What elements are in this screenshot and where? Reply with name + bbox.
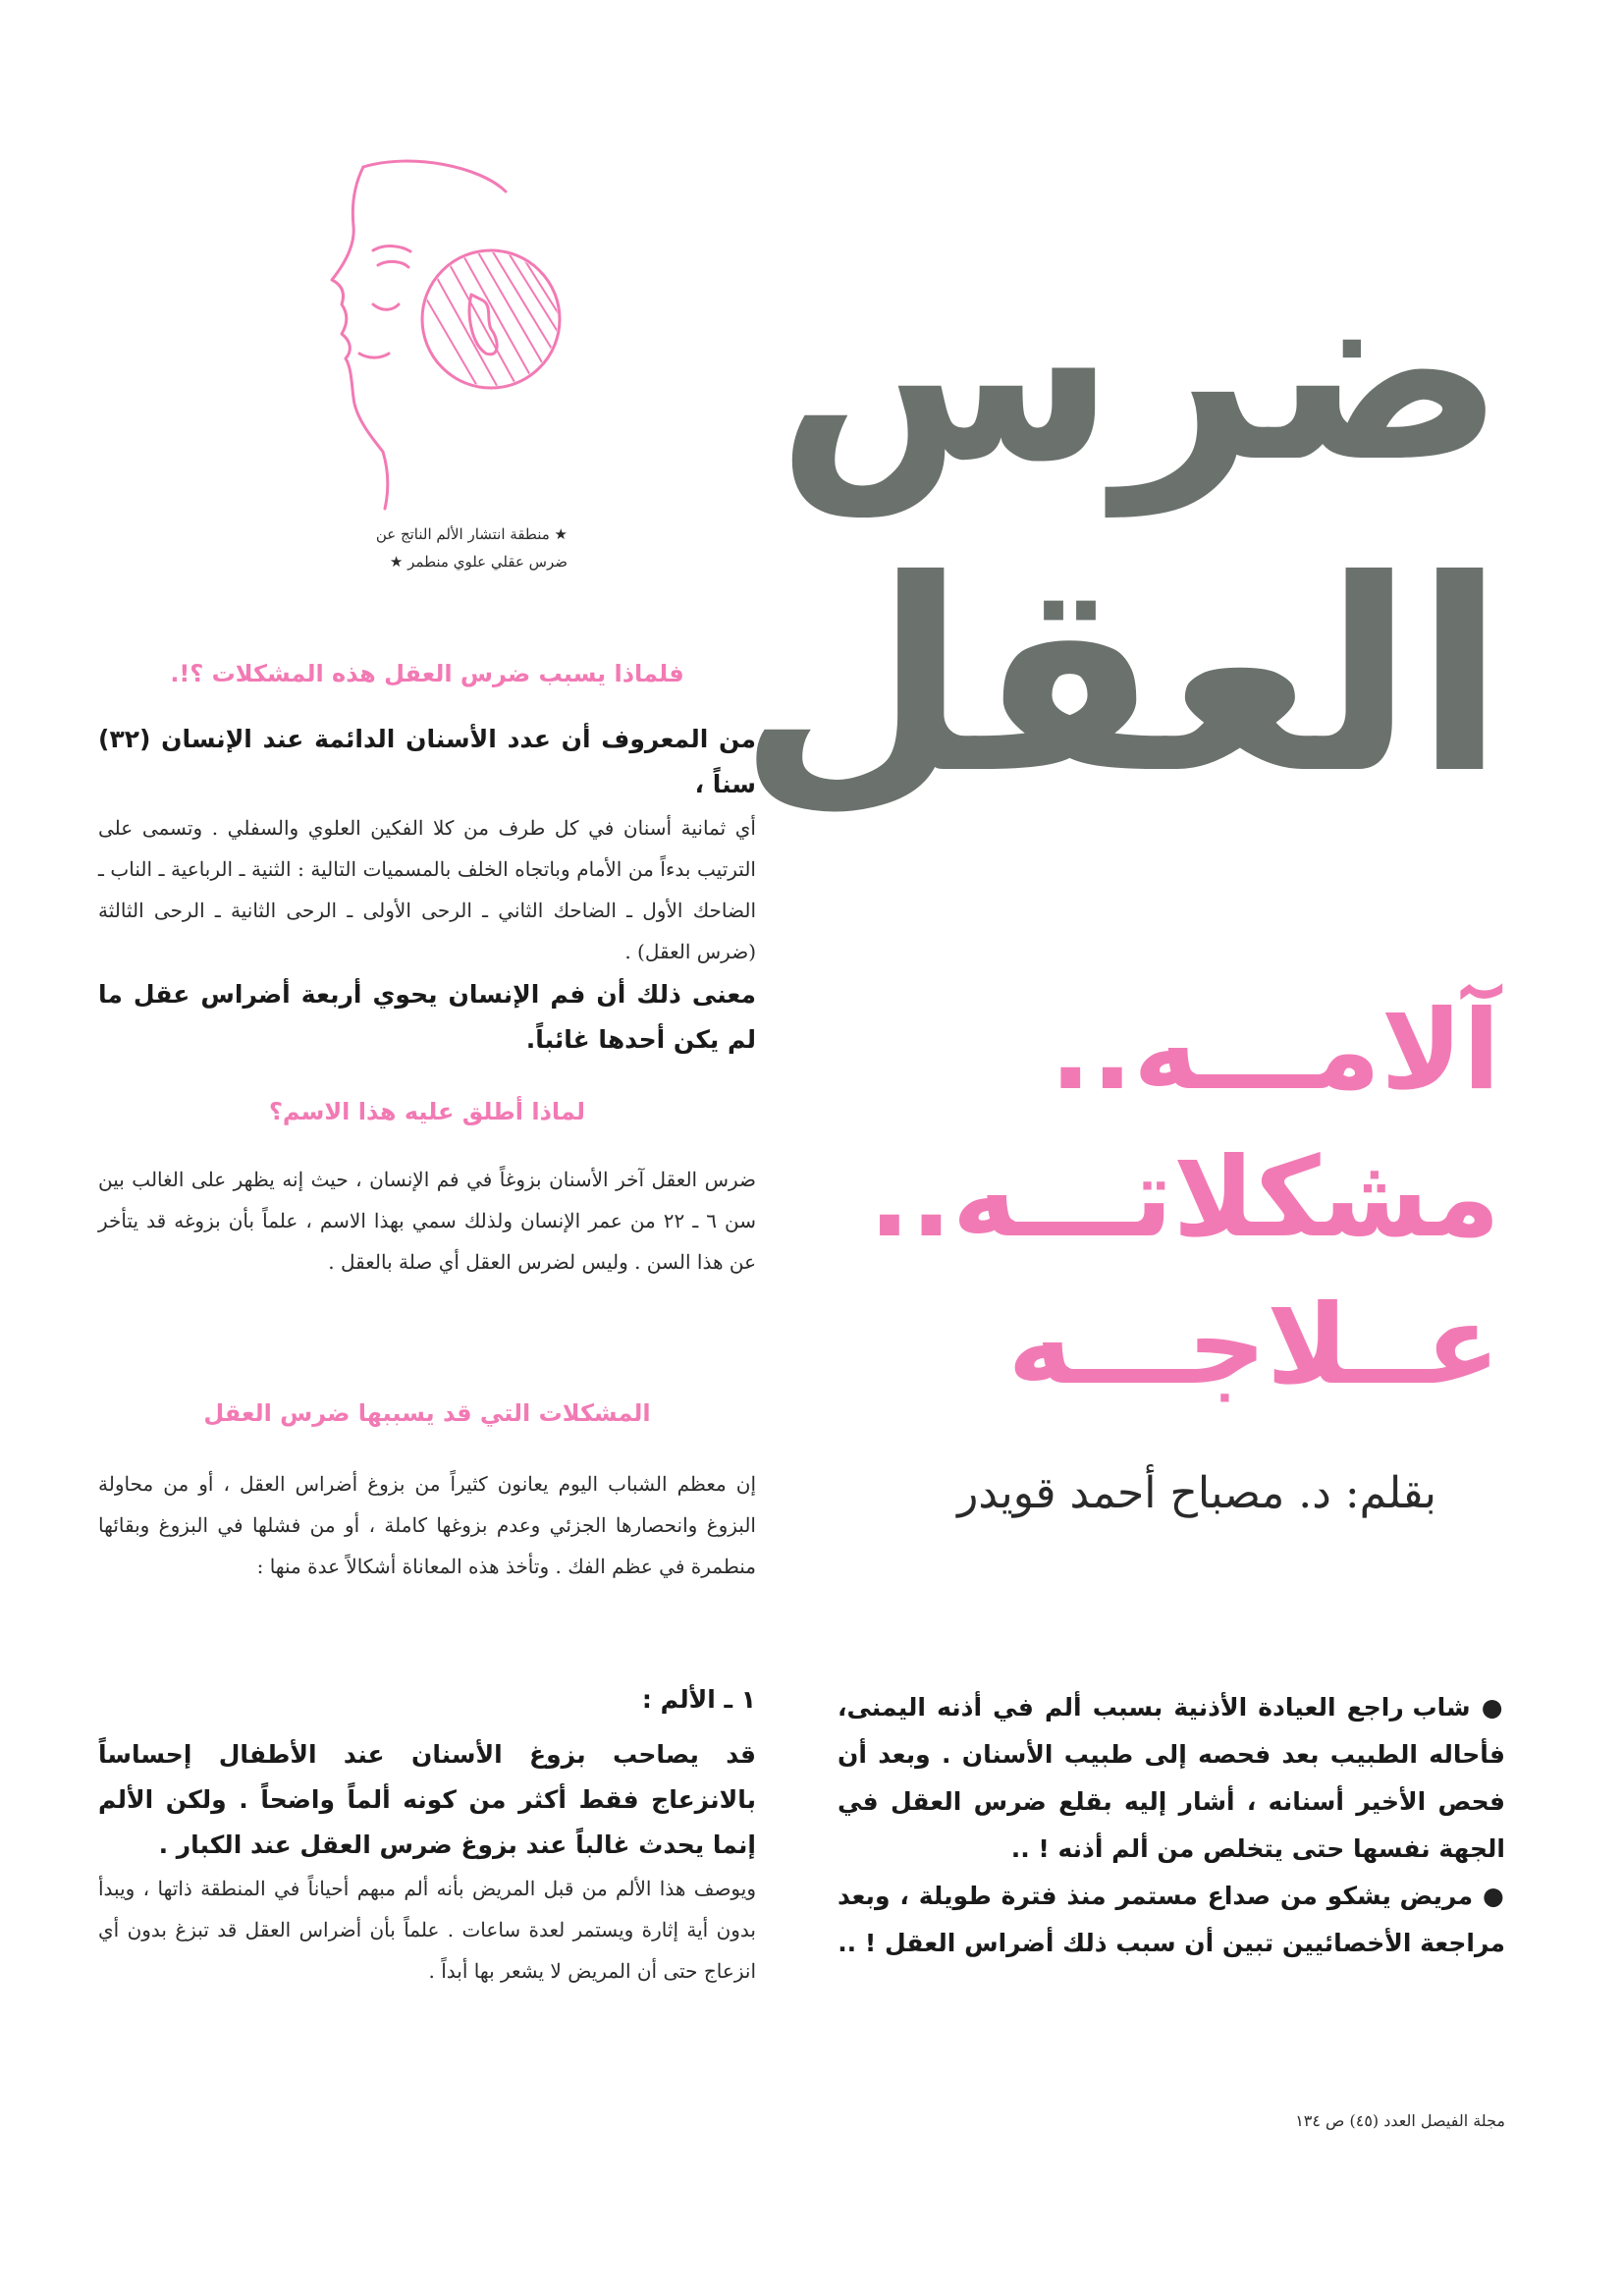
bullet-dot-icon: ●	[1470, 1693, 1505, 1722]
illustration-caption	[312, 520, 568, 575]
section-heading-why-problems: فلماذا يسبب ضرس العقل هذه المشكلات ؟!.	[170, 660, 684, 687]
pain-regular-paragraph: ويوصف هذا الألم من قبل المريض بأنه ألم مبهم أحياناً في المنطقة ذاتها ، ويبدأ بدون أية إثارة ويستمر لعدة ساعات . علماً بأن أضراس العقل قد تبزغ بدون أي انزعاج حتى أن المريض لا يشعر بها أبداً .	[98, 1877, 756, 1983]
subtitle-treatment: عــلاجـــه	[1007, 1282, 1500, 1409]
pain-bold-paragraph: قد يصاحب بزوغ الأسنان عند الأطفال إحساساً بالانزعاج فقط أكثر من كونه ألماً واضحاً . ولكن الألم إنما يحدث غالباً عند بزوغ ضرس العقل عند الكبار .	[98, 1740, 756, 1859]
page-footer: مجلة الفيصل العدد (٤٥) ص ١٣٤	[1295, 2111, 1505, 2130]
problems-paragraph: إن معظم الشباب اليوم يعانون كثيراً من بزوغ أضراس العقل ، أو من محاولة البزوغ وانحصارها الجزئي وعدم بزوغها كاملة ، أو من فشلها في البزوغ وبقائها منطمرة في عظم الفك . وتأخذ هذه المعاناة أشكالاً عدة منها :	[98, 1472, 756, 1578]
bullet-dot-icon: ●	[1473, 1882, 1505, 1910]
title-line-2: العقل	[737, 522, 1505, 832]
case-bullets	[838, 1684, 1505, 1967]
head-profile-illustration	[324, 157, 569, 511]
bullet-ear-text: شاب راجع العيادة الأذنية بسبب ألم في أذنه اليمنى، فأحاله الطبيب بعد فحصه إلى طبيب الأسنان . وبعد أن فحص الأخير أسنانه ، أشار إليه بقلع ضرس العقل في الجهة نفسها حتى يتخلص من ألم أذنه ! ..	[838, 1693, 1505, 1863]
bullet-headache-case	[838, 1873, 1505, 1967]
caption-line-1: ★ منطقة انتشار الألم الناتج عن	[375, 525, 568, 543]
subtitle-pains: آلامـــه..	[1050, 987, 1500, 1115]
title-line-1: ضرس	[776, 230, 1505, 516]
bullet-headache-text: مريض يشكو من صداع مستمر منذ فترة طويلة ، وبعد مراجعة الأخصائيين تبين أن سبب ذلك أضراس العقل ! ..	[838, 1882, 1505, 1957]
author-byline: بقلم: د. مصباح أحمد قويدر	[957, 1468, 1436, 1518]
section-why-problems	[98, 717, 756, 1063]
bullet-ear-case	[838, 1684, 1505, 1873]
teeth-names-paragraph: أي ثمانية أسنان في كل طرف من كلا الفكين العلوي والسفلي . وتسمى على الترتيب بدءاً من الأمام وباتجاه الخلف بالمسميات التالية : الثنية ـ الرباعية ـ الناب ـ الضاحك الأول ـ الضاحك الثاني ـ الرحى الأولى ـ الرحى الثانية ـ الرحى الثالثة (ضرس العقل) .	[98, 816, 756, 963]
pain-heading: ١ ـ الألم :	[641, 1685, 756, 1714]
name-origin-paragraph: ضرس العقل آخر الأسنان بزوغاً في فم الإنسان ، حيث إنه يظهر على الغالب بين سن ٦ ـ ٢٢ من عمر الإنسان ولذلك سمي بهذا الاسم ، علماً بأن بزوغه قد يتأخر عن هذا السن . وليس لضرس العقل أي صلة بالعقل .	[98, 1168, 756, 1274]
teeth-count-paragraph: من المعروف أن عدد الأسنان الدائمة عند الإنسان (٣٢) سناً ،	[98, 725, 756, 798]
section-heading-problems: المشكلات التي قد يسببها ضرس العقل	[203, 1399, 651, 1427]
section-heading-name-origin: لماذا أطلق عليه هذا الاسم؟	[268, 1098, 586, 1125]
subtitle-problems: مشكلاتـــه..	[868, 1134, 1500, 1262]
four-wisdom-teeth-paragraph: معنى ذلك أن فم الإنسان يحوي أربعة أضراس عقل ما لم يكن أحدها غائباً.	[98, 980, 756, 1054]
article-title	[720, 230, 1505, 835]
caption-line-2: ضرس عقلي علوي منطمر ★	[389, 553, 568, 571]
section-pain	[98, 1677, 756, 1992]
